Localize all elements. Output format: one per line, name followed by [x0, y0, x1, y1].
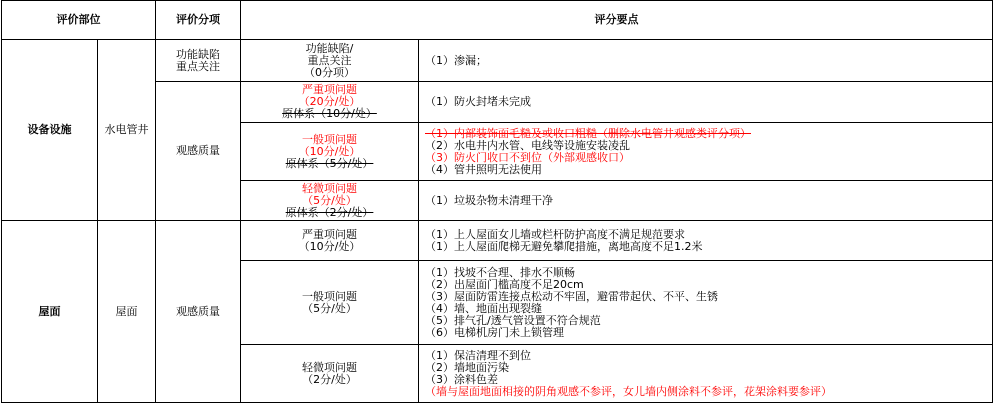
header-points: 评分要点	[241, 1, 993, 40]
points-minor-roof: （1）保洁清理不到位 （2）墙地面污染 （3）涂料色差 （墙与屋面地面相接的阴角观感不参评，女儿墙内侧涂料不参评，花架涂料要参评）	[419, 345, 993, 403]
category-quality-roof: 观感质量	[156, 221, 241, 403]
points-general-equipment: （1）内部装饰面毛糙及或收口粗糙（删除水电管井观感类评分项） （2）水电井内水管、电线等设施安装凌乱 （3）防火门收口不到位（外部观感收口） （4）管井照明无法使用	[419, 123, 993, 181]
level-minor-equipment: 轻微项问题 （5分/处） 原体系（2分/处）	[241, 181, 419, 221]
level-functional: 功能缺陷/ 重点关注 （0分项）	[241, 40, 419, 82]
part-equipment: 设备设施	[2, 40, 98, 221]
points-general-roof: （1）找坡不合理、排水不顺畅 （2）出屋面门槛高度不足20cm （3）屋面防雷连接点松动不牢固，避雷带起伏、不平、生锈 （4）墙、地面出现裂缝 （5）排气孔/透气管设置不符合规范 （6）电梯机房门未上锁管理	[419, 261, 993, 345]
evaluation-table	[1, 0, 993, 403]
level-general-roof: 一般项问题 （5分/处）	[241, 261, 419, 345]
level-severe-roof: 严重项问题 （10分/处）	[241, 221, 419, 261]
header-category: 评价分项	[156, 1, 241, 40]
table-row	[2, 221, 993, 261]
category-quality-equipment: 观感质量	[156, 82, 241, 221]
level-minor-roof: 轻微项问题 （2分/处）	[241, 345, 419, 403]
level-general-equipment: 一般项问题 （10分/处） 原体系（5分/处）	[241, 123, 419, 181]
category-functional: 功能缺陷 重点关注	[156, 40, 241, 82]
sub-water-electric-shaft: 水电管井	[98, 40, 156, 221]
level-severe-equipment: 严重项问题 （20分/处） 原体系（10分/处）	[241, 82, 419, 123]
table-row	[2, 40, 993, 82]
part-roof: 屋面	[2, 221, 98, 403]
points-severe-equipment: （1）防火封堵未完成	[419, 82, 993, 123]
header-part: 评价部位	[2, 1, 156, 40]
header-row	[2, 1, 993, 40]
points-functional: （1）渗漏；	[419, 40, 993, 82]
points-severe-roof: （1）上人屋面女儿墙或栏杆防护高度不满足规范要求 （1）上人屋面爬梯无避免攀爬措施，离地高度不足1.2米	[419, 221, 993, 261]
sub-roof: 屋面	[98, 221, 156, 403]
points-minor-equipment: （1）垃圾杂物未清理干净	[419, 181, 993, 221]
